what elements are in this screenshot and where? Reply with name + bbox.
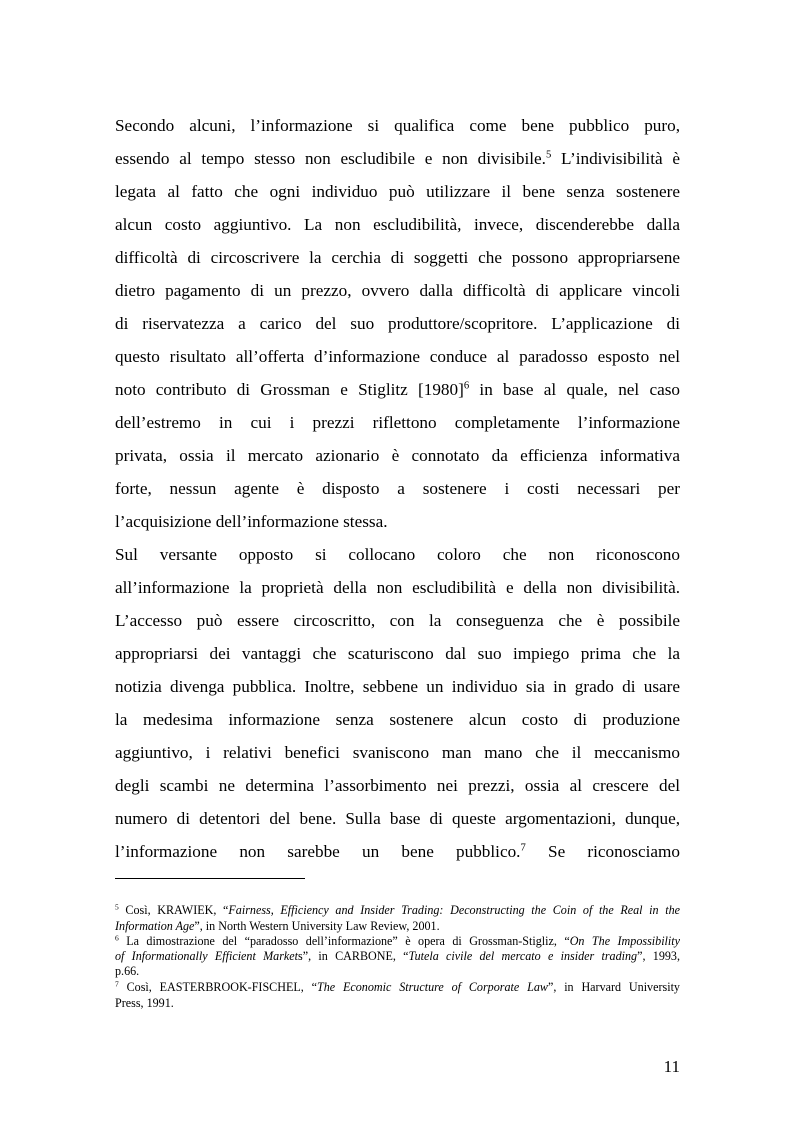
text-line: legata al fatto che ogni individuo può utilizzare il bene senza sostenere: [115, 182, 680, 201]
text-line: numero di detentori del bene. Sulla base di queste argomentazioni, dunque,: [115, 809, 680, 828]
text-line: Sul versante opposto si collocano coloro che non riconoscono: [115, 545, 680, 564]
text-span: Information Age: [115, 919, 195, 933]
footnote-number: 7: [115, 979, 119, 989]
text-line: degli scambi ne determina l’assorbimento nei prezzi, ossia al crescere del: [115, 776, 680, 795]
text-line: all’informazione la proprietà della non escludibilità e della non divisibilità.: [115, 578, 680, 597]
text-line: dell’estremo in cui i prezzi riflettono completamente l’informazione: [115, 413, 680, 432]
text-line: aggiuntivo, i relativi benefici svaniscono man mano che il meccanismo: [115, 743, 680, 762]
text-span: ”, 1993,: [637, 949, 680, 963]
footnote-5-line: [115, 903, 680, 917]
text-line: [115, 380, 680, 400]
text-line: L’accesso può essere circoscritto, con la conseguenza che è possibile: [115, 611, 680, 630]
footnote-number: 5: [115, 902, 119, 912]
text-line: [115, 149, 680, 169]
text-span: essendo al tempo stesso non escludibile e non divisibile.: [115, 149, 546, 168]
text-line: privata, ossia il mercato azionario è connotato da efficienza informativa: [115, 446, 680, 465]
text-span: ”, in North Western University Law Review, 2001.: [194, 919, 440, 933]
text-span: The Economic Structure of Corporate Law: [317, 980, 548, 994]
text-line: la medesima informazione senza sostenere alcun costo di produzione: [115, 710, 680, 729]
text-line: questo risultato all’offerta d’informazione conduce al paradosso esposto nel: [115, 347, 680, 366]
footnote-ref-7: 7: [520, 842, 526, 854]
text-line: alcun costo aggiuntivo. La non escludibilità, invece, discenderebbe dalla: [115, 215, 680, 234]
footnote-6-line: p.66.: [115, 964, 140, 978]
text-span: s”, in CARBONE, “: [298, 949, 409, 963]
text-span: in base al quale, nel caso: [469, 380, 680, 399]
footnote-number: 6: [115, 933, 119, 943]
text-span: La dimostrazione del “paradosso dell’informazione” è opera di Grossman-Stigliz, “: [118, 934, 570, 948]
text-span: Se riconosciamo: [525, 842, 680, 861]
footnote-7-line: Press, 1991.: [115, 996, 174, 1010]
footnote-7-line: [115, 980, 680, 994]
text-line: forte, nessun agente è disposto a sostenere i costi necessari per: [115, 479, 680, 498]
text-span: of Informationally Efficient Market: [115, 949, 299, 963]
text-line: di riservatezza a carico del suo produttore/scopritore. L’applicazione di: [115, 314, 680, 333]
text-span: On The Impossibility: [569, 934, 681, 948]
text-line: appropriarsi dei vantaggi che scaturiscono dal suo impiego prima che la: [115, 644, 680, 663]
text-line: l’acquisizione dell’informazione stessa.: [115, 512, 388, 531]
text-span: l’informazione non sarebbe un bene pubblico.: [115, 842, 521, 861]
text-line: difficoltà di circoscrivere la cerchia di soggetti che possono appropriarsene: [115, 248, 680, 267]
text-span: Così, EASTERBROOK-FISCHEL, “: [118, 980, 317, 994]
text-span: ”, in Harvard University: [547, 980, 680, 994]
text-span: noto contributo di Grossman e Stiglitz [1980]: [115, 380, 464, 399]
text-span: Tutela civile del mercato e insider trading: [408, 949, 638, 963]
text-span: L’indivisibilità è: [551, 149, 680, 168]
text-line: Secondo alcuni, l’informazione si qualifica come bene pubblico puro,: [115, 116, 680, 135]
footnote-ref-5: 5: [545, 149, 552, 161]
footnote-6-line: [115, 949, 680, 963]
text-span: Fairness, Efficiency and Insider Trading: Deconstructing the Coin of the Real in the: [228, 903, 681, 917]
text-line: notizia divenga pubblica. Inoltre, sebbene un individuo sia in grado di usare: [115, 677, 680, 696]
footnote-5-line: [115, 919, 680, 933]
text-span: Così, KRAWIEK, “: [118, 903, 229, 917]
text-line: [115, 842, 680, 862]
footnote-ref-6: 6: [463, 380, 470, 392]
text-line: dietro pagamento di un prezzo, ovvero dalla difficoltà di applicare vincoli: [115, 281, 680, 300]
footnote-6-line: [115, 934, 680, 948]
footnote-separator: [115, 878, 305, 879]
page-number: 11: [663, 1057, 680, 1076]
